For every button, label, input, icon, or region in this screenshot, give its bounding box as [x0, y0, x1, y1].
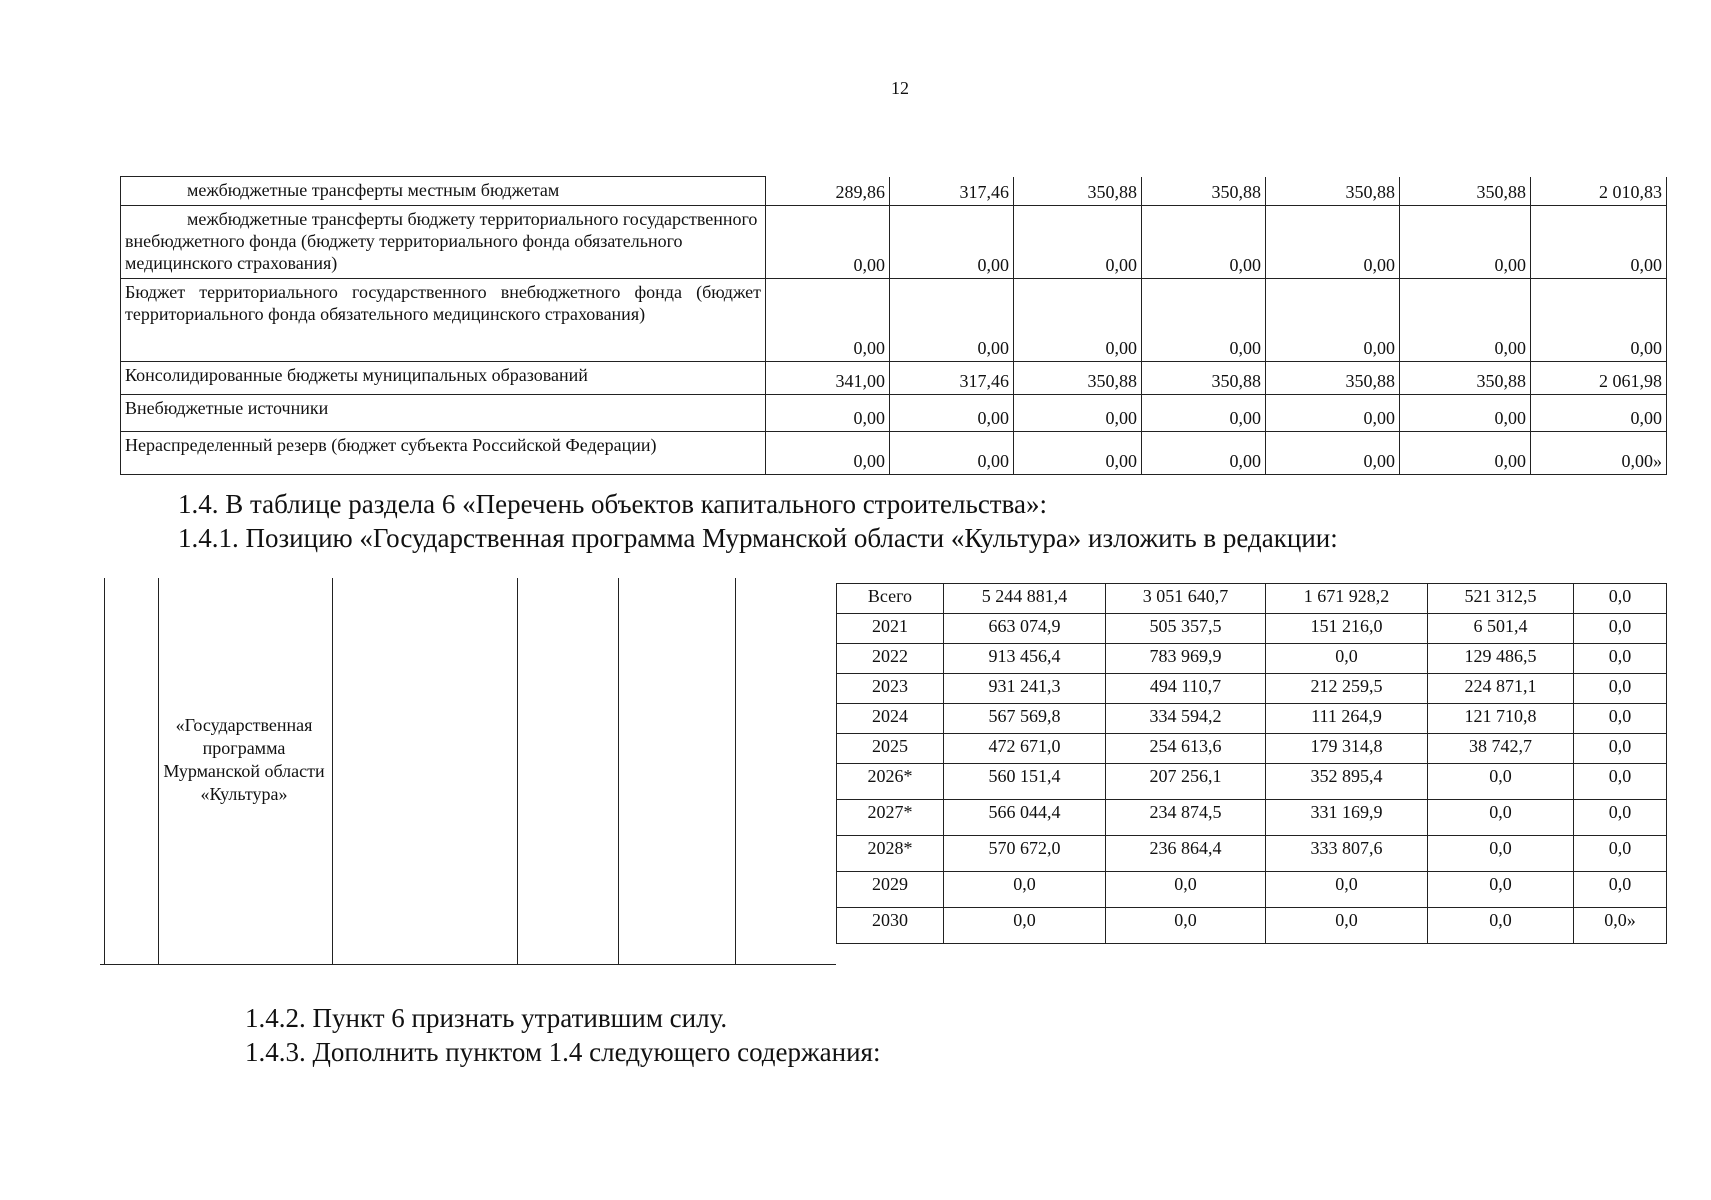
funding-value: 0,00: [1142, 395, 1266, 432]
year-value: 663 074,9: [944, 614, 1106, 644]
year-value: 151 216,0: [1266, 614, 1428, 644]
year-value: 179 314,8: [1266, 734, 1428, 764]
year-value: 333 807,6: [1266, 836, 1428, 872]
funding-value: 2 010,83: [1531, 177, 1667, 206]
funding-row: [121, 279, 1667, 362]
year-row: [837, 674, 1667, 704]
funding-value: 0,00: [1400, 432, 1531, 475]
year-value: 212 259,5: [1266, 674, 1428, 704]
year-period: 2021: [837, 614, 944, 644]
year-value: 0,0: [1574, 674, 1667, 704]
year-period: 2026*: [837, 764, 944, 800]
funding-value: 0,00: [1400, 206, 1531, 279]
funding-value: 0,00: [1400, 279, 1531, 362]
funding-row: [121, 206, 1667, 279]
year-value: 3 051 640,7: [1106, 584, 1266, 614]
funding-sources-table: [120, 176, 1667, 475]
page-number: 12: [891, 78, 909, 98]
year-period: 2023: [837, 674, 944, 704]
year-value: 5 244 881,4: [944, 584, 1106, 614]
funding-value: 350,88: [1266, 362, 1400, 395]
year-period: 2024: [837, 704, 944, 734]
year-value: 0,0: [1574, 800, 1667, 836]
funding-row-label: Внебюджетные источники: [121, 395, 766, 432]
year-value: 0,0: [1574, 704, 1667, 734]
year-value: 0,0: [1266, 644, 1428, 674]
funding-row-label: Консолидированные бюджеты муниципальных образований: [121, 362, 766, 395]
funding-value: 0,00: [1266, 206, 1400, 279]
year-row: [837, 704, 1667, 734]
year-value: 0,0: [1428, 764, 1574, 800]
funding-row: [121, 362, 1667, 395]
paragraph-1-4: 1.4. В таблице раздела 6 «Перечень объектов капитального строительства»:: [178, 489, 1047, 519]
year-value: 913 456,4: [944, 644, 1106, 674]
year-period: 2025: [837, 734, 944, 764]
year-value: 521 312,5: [1428, 584, 1574, 614]
year-period: 2030: [837, 908, 944, 944]
funding-value: 350,88: [1014, 177, 1142, 206]
year-value: 236 864,4: [1106, 836, 1266, 872]
funding-value: 350,88: [1014, 362, 1142, 395]
year-value: 254 613,6: [1106, 734, 1266, 764]
funding-value: 0,00: [1266, 279, 1400, 362]
funding-row: [121, 395, 1667, 432]
year-row: [837, 836, 1667, 872]
funding-value: 317,46: [890, 362, 1014, 395]
funding-value: 350,88: [1142, 177, 1266, 206]
paragraph-1-4-2: 1.4.2. Пункт 6 признать утратившим силу.: [245, 1003, 728, 1033]
year-period: Всего: [837, 584, 944, 614]
funding-value: 0,00: [1266, 432, 1400, 475]
year-period: 2027*: [837, 800, 944, 836]
funding-value: 289,86: [766, 177, 890, 206]
year-value: 207 256,1: [1106, 764, 1266, 800]
funding-value: 341,00: [766, 362, 890, 395]
year-value: 567 569,8: [944, 704, 1106, 734]
funding-row: [121, 432, 1667, 475]
year-value: 0,0: [1574, 872, 1667, 908]
year-value: 494 110,7: [1106, 674, 1266, 704]
year-value: 560 151,4: [944, 764, 1106, 800]
funding-row-label: Бюджет территориального государственного внебюджетного фонда (бюджет территориального фонда обязательного медицинского страхования): [121, 279, 766, 362]
funding-value: 0,00: [766, 279, 890, 362]
funding-value: 0,00: [1531, 279, 1667, 362]
year-value: 783 969,9: [1106, 644, 1266, 674]
program-name: «Государственная программа Мурманской области «Культура»: [163, 715, 325, 804]
year-value: 0,0: [1574, 734, 1667, 764]
year-value: 0,0: [1106, 908, 1266, 944]
year-value: 566 044,4: [944, 800, 1106, 836]
funding-value: 350,88: [1142, 362, 1266, 395]
funding-row-label: межбюджетные трансферты бюджету территориального государственного внебюджетного фонда (бюджету территориального фонда обязательного медицинского страхования): [121, 206, 766, 279]
year-value: 0,0: [1428, 908, 1574, 944]
year-row: [837, 644, 1667, 674]
funding-value: 0,00: [1014, 279, 1142, 362]
year-value: 334 594,2: [1106, 704, 1266, 734]
paragraph-1-4-3: 1.4.3. Дополнить пунктом 1.4 следующего содержания:: [245, 1037, 881, 1067]
year-row: [837, 734, 1667, 764]
year-period: 2028*: [837, 836, 944, 872]
year-value: 0,0: [1428, 800, 1574, 836]
year-row: [837, 614, 1667, 644]
year-value: 0,0: [944, 872, 1106, 908]
funding-value: 0,00: [766, 206, 890, 279]
funding-value: 0,00»: [1531, 432, 1667, 475]
year-value: 224 871,1: [1428, 674, 1574, 704]
year-row: [837, 800, 1667, 836]
year-value: 352 895,4: [1266, 764, 1428, 800]
funding-value: 0,00: [1142, 432, 1266, 475]
year-value: 0,0: [1574, 764, 1667, 800]
year-value: 0,0: [1266, 908, 1428, 944]
funding-value: 0,00: [890, 432, 1014, 475]
funding-value: 0,00: [1266, 395, 1400, 432]
funding-value: 0,00: [1142, 206, 1266, 279]
year-row: [837, 584, 1667, 614]
funding-value: 0,00: [1531, 395, 1667, 432]
year-value: 0,0: [944, 908, 1106, 944]
year-value: 931 241,3: [944, 674, 1106, 704]
funding-value: 0,00: [766, 432, 890, 475]
year-value: 129 486,5: [1428, 644, 1574, 674]
year-row: [837, 764, 1667, 800]
capital-construction-table: [836, 583, 1667, 944]
year-value: 472 671,0: [944, 734, 1106, 764]
funding-value: 0,00: [1142, 279, 1266, 362]
funding-value: 0,00: [1014, 206, 1142, 279]
year-value: 331 169,9: [1266, 800, 1428, 836]
year-value: 111 264,9: [1266, 704, 1428, 734]
funding-value: 0,00: [1014, 432, 1142, 475]
year-value: 121 710,8: [1428, 704, 1574, 734]
funding-value: 0,00: [1400, 395, 1531, 432]
funding-value: 0,00: [1014, 395, 1142, 432]
year-value: 38 742,7: [1428, 734, 1574, 764]
funding-row: [121, 177, 1667, 206]
year-value: 1 671 928,2: [1266, 584, 1428, 614]
year-value: 0,0: [1428, 836, 1574, 872]
year-period: 2022: [837, 644, 944, 674]
funding-value: 0,00: [766, 395, 890, 432]
year-value: 0,0: [1574, 614, 1667, 644]
year-value: 0,0: [1106, 872, 1266, 908]
funding-value: 0,00: [890, 395, 1014, 432]
funding-value: 0,00: [1531, 206, 1667, 279]
funding-row-label: Нераспределенный резерв (бюджет субъекта Российской Федерации): [121, 432, 766, 475]
funding-value: 0,00: [890, 206, 1014, 279]
year-value: 570 672,0: [944, 836, 1106, 872]
funding-value: 350,88: [1400, 177, 1531, 206]
year-value: 234 874,5: [1106, 800, 1266, 836]
year-value: 0,0: [1266, 872, 1428, 908]
funding-value: 317,46: [890, 177, 1014, 206]
paragraph-1-4-1: 1.4.1. Позицию «Государственная программа Мурманской области «Культура» изложить в редакции:: [178, 523, 1338, 553]
year-value: 0,0: [1428, 872, 1574, 908]
year-row: [837, 872, 1667, 908]
year-period: 2029: [837, 872, 944, 908]
year-value: 0,0: [1574, 836, 1667, 872]
funding-value: 2 061,98: [1531, 362, 1667, 395]
funding-value: 350,88: [1266, 177, 1400, 206]
funding-value: 0,00: [890, 279, 1014, 362]
year-value: 0,0»: [1574, 908, 1667, 944]
program-frame: [100, 578, 836, 965]
funding-row-label: межбюджетные трансферты местным бюджетам: [121, 177, 766, 206]
year-value: 6 501,4: [1428, 614, 1574, 644]
year-row: [837, 908, 1667, 944]
funding-value: 350,88: [1400, 362, 1531, 395]
year-value: 0,0: [1574, 584, 1667, 614]
year-value: 505 357,5: [1106, 614, 1266, 644]
year-value: 0,0: [1574, 644, 1667, 674]
